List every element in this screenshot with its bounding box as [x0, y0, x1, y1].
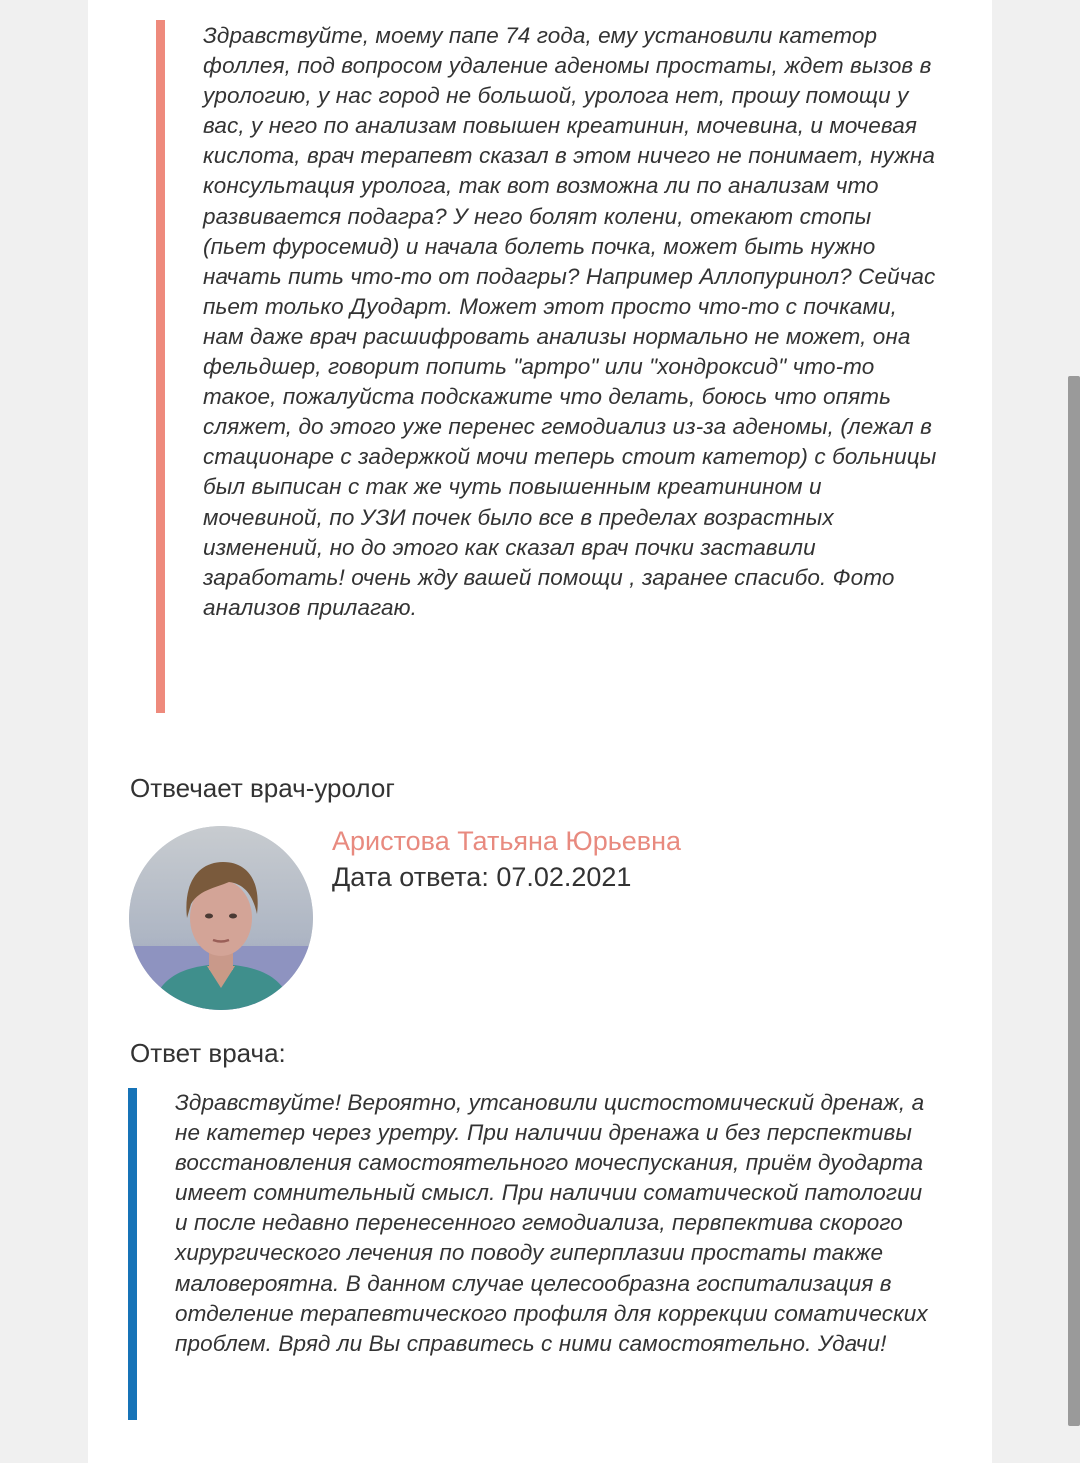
answer-date: Дата ответа: 07.02.2021 — [332, 862, 632, 892]
responder-heading: Отвечает врач-уролог — [130, 773, 395, 803]
answer-heading: Ответ врача: — [130, 1038, 286, 1068]
doctor-photo-icon — [129, 826, 313, 1010]
doctor-avatar[interactable] — [129, 826, 313, 1010]
scrollbar[interactable] — [1068, 376, 1080, 1426]
answer-text: Здравствуйте! Вероятно, утсановили цистостомический дренаж, а не катетер через уретру. При наличии дренажа и без перспективы восстановления самостоятельного мочеспускания, приём дуодарта имеет сомнительный смысл. При наличии соматической патологии и после недавно перенесенного гемодиализа, первпектива скорого хирургического лечения по поводу гиперплазии простаты также маловероятна. В данном случае целесообразна госпитализация в отделение терапевтического профиля для коррекции соматических проблем. Вряд ли Вы справитесь с ними самостоятельно. Удачи! — [175, 1090, 928, 1356]
question-text: Здравствуйте, моему папе 74 года, ему установили катетор фоллея, под вопросом удаление аденомы простаты, ждет вызов в урологию, у нас город не большой, уролога нет, прошу помощи у вас, у него по анализам повышен креатинин, мочевина, и мочевая кислота, врач терапевт сказал в этом ничего не понимает, нужна консультация уролога, так вот возможна ли по анализам что развивается подагра? У него болят колени, отекают стопы (пьет фуросемид) и начала болеть почка, может быть нужно начать пить что-то от подагры? Например Аллопуринол? Сейчас пьет только Дуодарт. Может этот просто что-то с почками, нам даже врач расшифровать анализы нормально не может, она фельдшер, говорит попить "артро" или "хондроксид" что-то такое, пожалуйста подскажите что делать, боюсь что опять сляжет, до этого уже перенес гемодиализ из-за аденомы, (лежал в стационаре с задержкой мочи теперь стоит катетор) с больницы был выписан с так же чуть повышенным креатинином и мочевиной, по УЗИ почек было все в пределах возрастных изменений, но до этого как сказал врач почки заставили заработать! очень жду вашей помощи , заранее спасибо. Фото анализов прилагаю. — [203, 23, 937, 620]
patient-question — [156, 20, 939, 713]
doctor-answer — [128, 1088, 935, 1420]
doctor-name[interactable]: Аристова Татьяна Юрьевна — [332, 826, 682, 856]
consultation-card — [88, 0, 992, 1463]
